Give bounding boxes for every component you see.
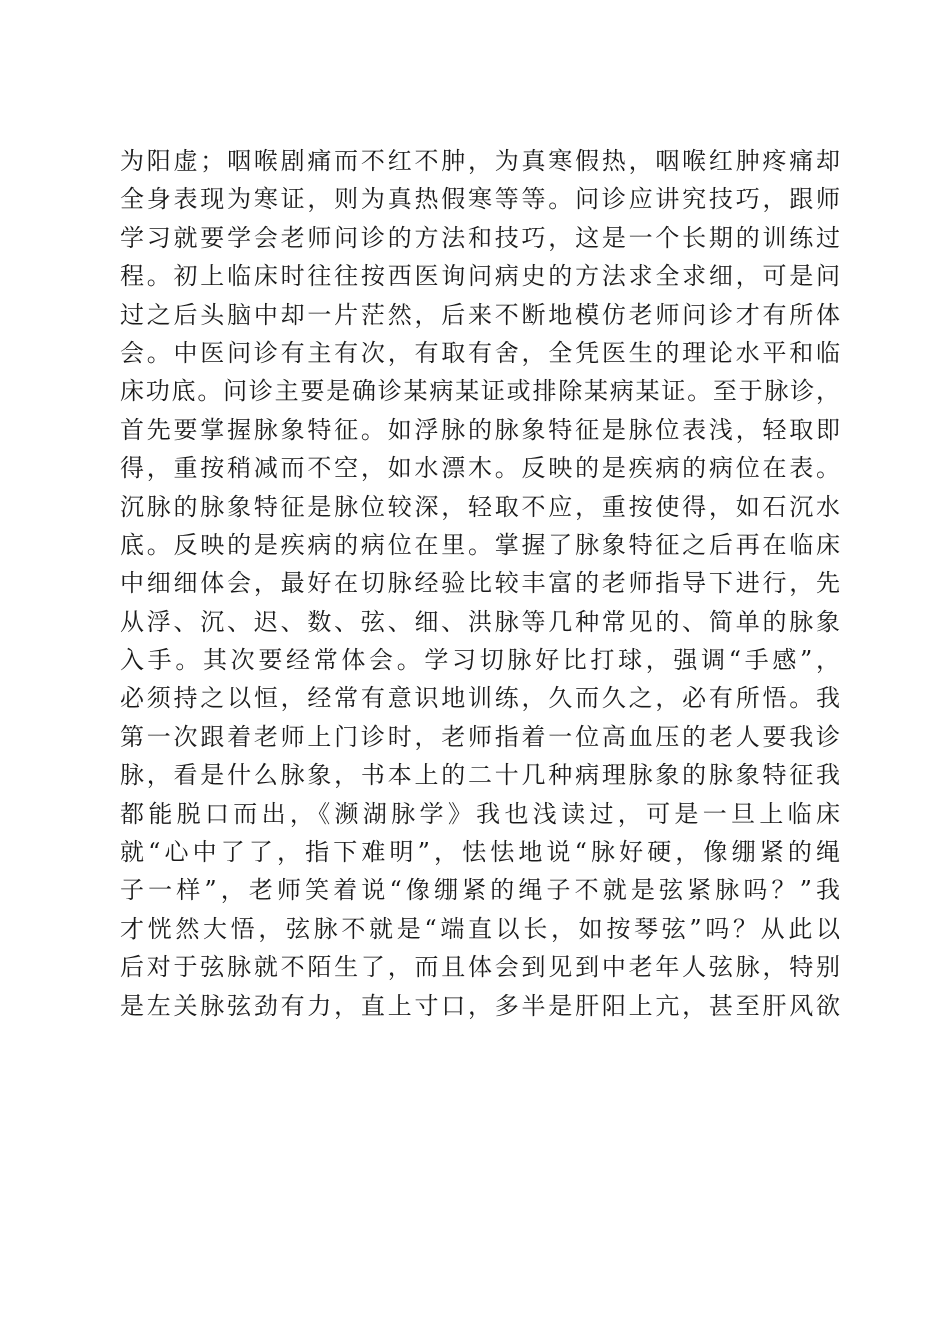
text-line-22: 后对于弦脉就不陌生了，而且体会到见到中老年人弦脉，特别 <box>120 953 840 982</box>
text-line-19: 就“心中了了，指下难明”，怯怯地说“脉好硬，像绷紧的绳 <box>120 838 840 867</box>
text-line-14: 入手。其次要经常体会。学习切脉好比打球，强调“手感”， <box>120 646 840 675</box>
text-line-2: 全身表现为寒证，则为真热假寒等等。问诊应讲究技巧，跟师 <box>120 185 840 214</box>
text-line-10: 沉脉的脉象特征是脉位较深，轻取不应，重按使得，如石沉水 <box>120 492 840 521</box>
text-line-9: 得，重按稍减而不空，如水漂木。反映的是疾病的病位在表。 <box>120 454 840 483</box>
text-line-12: 中细细体会，最好在切脉经验比较丰富的老师指导下进行，先 <box>120 569 840 598</box>
text-line-11: 底。反映的是疾病的病位在里。掌握了脉象特征之后再在临床 <box>120 530 840 559</box>
text-line-3: 学习就要学会老师问诊的方法和技巧，这是一个长期的训练过 <box>120 223 840 252</box>
text-line-1: 为阳虚；咽喉剧痛而不红不肿，为真寒假热，咽喉红肿疼痛却 <box>120 147 840 175</box>
text-line-7: 床功底。问诊主要是确诊某病某证或排除某病某证。至于脉诊， <box>120 377 840 406</box>
text-line-6: 会。中医问诊有主有次，有取有舍，全凭医生的理论水平和临 <box>120 338 840 367</box>
text-line-15: 必须持之以恒，经常有意识地训练，久而久之，必有所悟。我 <box>120 684 840 713</box>
text-line-8: 首先要掌握脉象特征。如浮脉的脉象特征是脉位表浅，轻取即 <box>120 415 840 444</box>
body-text <box>120 142 840 1025</box>
text-line-4: 程。初上临床时往往按西医询问病史的方法求全求细，可是问 <box>120 262 840 291</box>
text-line-5: 过之后头脑中却一片茫然，后来不断地模仿老师问诊才有所体 <box>120 300 840 329</box>
text-line-20: 子一样”，老师笑着说“像绷紧的绳子不就是弦紧脉吗？”我 <box>120 876 840 905</box>
text-line-21: 才恍然大悟，弦脉不就是“端直以长，如按琴弦”吗？从此以 <box>120 914 840 943</box>
text-line-23: 是左关脉弦劲有力，直上寸口，多半是肝阳上亢，甚至肝风欲 <box>120 991 840 1020</box>
text-line-17: 脉，看是什么脉象，书本上的二十几种病理脉象的脉象特征我 <box>120 761 840 790</box>
text-line-16: 第一次跟着老师上门诊时，老师指着一位高血压的老人要我诊 <box>120 722 840 751</box>
text-line-13: 从浮、沉、迟、数、弦、细、洪脉等几种常见的、简单的脉象 <box>120 607 840 636</box>
text-line-18: 都能脱口而出，《濒湖脉学》我也浅读过，可是一旦上临床 <box>120 799 840 828</box>
